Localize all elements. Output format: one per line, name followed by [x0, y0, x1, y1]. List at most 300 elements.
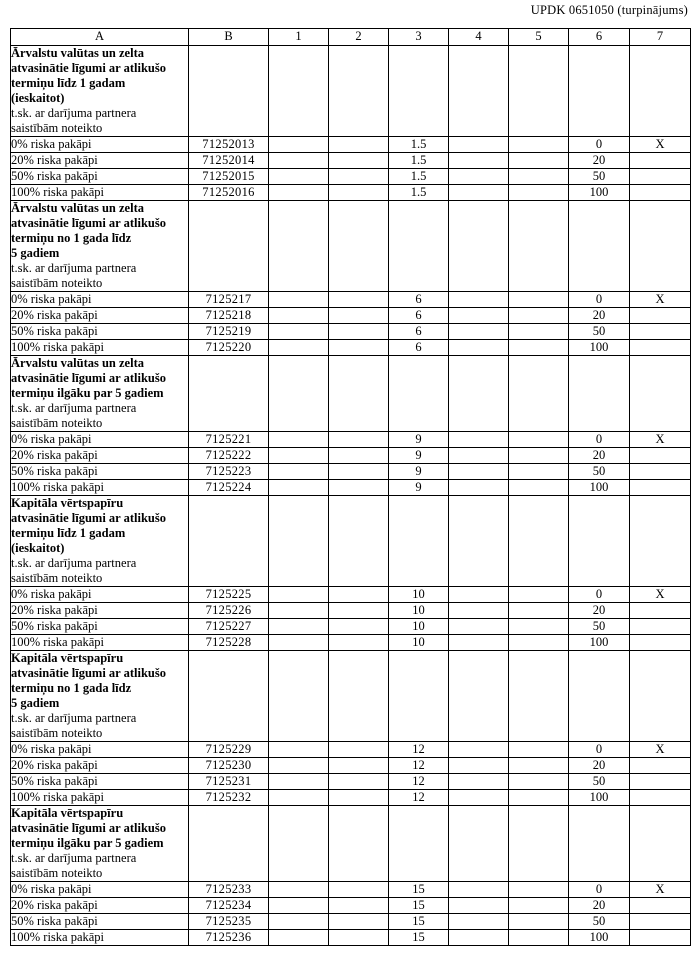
block-description-blank-cell	[449, 806, 509, 882]
value-cell-col3: 6	[389, 340, 449, 356]
block-title-line: 5 gadiem	[11, 696, 60, 710]
value-cell-col5	[509, 153, 569, 169]
value-cell-col2	[329, 464, 389, 480]
value-cell-col3: 15	[389, 914, 449, 930]
position-code: 7125223	[189, 464, 269, 480]
value-cell-col1	[269, 774, 329, 790]
risk-level-label: 50% riska pakāpi	[11, 774, 189, 790]
block-description-blank-cell	[269, 496, 329, 587]
block-description-blank-cell	[189, 201, 269, 292]
value-cell-col6: 20	[569, 153, 630, 169]
risk-level-label: 20% riska pakāpi	[11, 898, 189, 914]
position-code: 7125234	[189, 898, 269, 914]
block-description-blank-cell	[189, 651, 269, 742]
value-cell-col7	[630, 930, 691, 946]
value-cell-col7: X	[630, 292, 691, 308]
value-cell-col3: 6	[389, 308, 449, 324]
table-row	[11, 603, 691, 619]
value-cell-col6: 100	[569, 930, 630, 946]
value-cell-col1	[269, 587, 329, 603]
value-cell-col1	[269, 137, 329, 153]
value-cell-col3: 12	[389, 758, 449, 774]
value-cell-col7	[630, 308, 691, 324]
block-title-line: (ieskaitot)	[11, 541, 65, 555]
value-cell-col7	[630, 914, 691, 930]
value-cell-col6: 0	[569, 432, 630, 448]
value-cell-col5	[509, 185, 569, 201]
block-description	[11, 201, 189, 292]
value-cell-col2	[329, 635, 389, 651]
block-description-blank-cell	[189, 496, 269, 587]
block-description-blank-cell	[449, 651, 509, 742]
value-cell-col6: 100	[569, 480, 630, 496]
block-description-blank-cell	[329, 46, 389, 137]
value-cell-col3: 12	[389, 774, 449, 790]
value-cell-col1	[269, 742, 329, 758]
value-cell-col5	[509, 324, 569, 340]
value-cell-col7	[630, 169, 691, 185]
block-description-blank-cell	[509, 356, 569, 432]
risk-level-label: 50% riska pakāpi	[11, 324, 189, 340]
value-cell-col4	[449, 914, 509, 930]
value-cell-col7	[630, 324, 691, 340]
value-cell-col6: 20	[569, 308, 630, 324]
block-description-blank-cell	[269, 651, 329, 742]
value-cell-col5	[509, 480, 569, 496]
value-cell-col7	[630, 340, 691, 356]
value-cell-col2	[329, 914, 389, 930]
value-cell-col2	[329, 185, 389, 201]
table-row	[11, 432, 691, 448]
value-cell-col6: 20	[569, 603, 630, 619]
block-description-blank-cell	[509, 46, 569, 137]
block-description-row	[11, 201, 691, 292]
block-description-blank-cell	[389, 356, 449, 432]
block-description-blank-cell	[269, 806, 329, 882]
risk-level-label: 0% riska pakāpi	[11, 587, 189, 603]
value-cell-col1	[269, 914, 329, 930]
block-title-line: Ārvalstu valūtas un zelta	[11, 46, 144, 60]
block-title-line: Kapitāla vērtspapīru	[11, 806, 124, 820]
value-cell-col7: X	[630, 432, 691, 448]
block-description-blank-cell	[449, 356, 509, 432]
value-cell-col1	[269, 185, 329, 201]
value-cell-col7: X	[630, 882, 691, 898]
block-subtitle-line: saistībām noteikto	[11, 121, 103, 135]
block-subtitle-line: t.sk. ar darījuma partnera	[11, 401, 137, 415]
column-header-b: B	[189, 29, 269, 46]
block-subtitle-line: saistībām noteikto	[11, 866, 103, 880]
value-cell-col4	[449, 448, 509, 464]
value-cell-col4	[449, 790, 509, 806]
block-description-blank-cell	[269, 201, 329, 292]
table-row	[11, 898, 691, 914]
block-subtitle-line: saistībām noteikto	[11, 571, 103, 585]
value-cell-col7	[630, 464, 691, 480]
value-cell-col7: X	[630, 587, 691, 603]
value-cell-col2	[329, 340, 389, 356]
value-cell-col1	[269, 324, 329, 340]
value-cell-col3: 10	[389, 603, 449, 619]
value-cell-col5	[509, 292, 569, 308]
table-row	[11, 882, 691, 898]
block-subtitle-line: t.sk. ar darījuma partnera	[11, 261, 137, 275]
table-row	[11, 790, 691, 806]
table-body	[11, 46, 691, 946]
value-cell-col5	[509, 587, 569, 603]
table-row	[11, 340, 691, 356]
value-cell-col2	[329, 930, 389, 946]
block-description-blank-cell	[329, 496, 389, 587]
column-header-1: 1	[269, 29, 329, 46]
risk-level-label: 20% riska pakāpi	[11, 308, 189, 324]
value-cell-col2	[329, 308, 389, 324]
value-cell-col3: 1.5	[389, 185, 449, 201]
risk-level-label: 20% riska pakāpi	[11, 448, 189, 464]
block-description-blank-cell	[630, 496, 691, 587]
value-cell-col1	[269, 340, 329, 356]
table-header	[11, 29, 691, 46]
block-description-row	[11, 806, 691, 882]
risk-level-label: 100% riska pakāpi	[11, 480, 189, 496]
position-code: 71252013	[189, 137, 269, 153]
value-cell-col2	[329, 742, 389, 758]
block-description-blank-cell	[569, 496, 630, 587]
value-cell-col6: 50	[569, 619, 630, 635]
value-cell-col7	[630, 635, 691, 651]
block-title-line: atvasinātie līgumi ar atlikušo	[11, 511, 166, 525]
table-row	[11, 480, 691, 496]
column-header-a: A	[11, 29, 189, 46]
column-header-4: 4	[449, 29, 509, 46]
risk-level-label: 0% riska pakāpi	[11, 137, 189, 153]
table-header-row	[11, 29, 691, 46]
block-description	[11, 46, 189, 137]
block-description	[11, 356, 189, 432]
block-description-blank-cell	[569, 46, 630, 137]
block-description-blank-cell	[389, 201, 449, 292]
block-description-blank-cell	[389, 46, 449, 137]
table-row	[11, 914, 691, 930]
position-code: 7125230	[189, 758, 269, 774]
value-cell-col1	[269, 153, 329, 169]
block-subtitle-line: saistībām noteikto	[11, 726, 103, 740]
value-cell-col4	[449, 774, 509, 790]
block-title-line: atvasinātie līgumi ar atlikušo	[11, 371, 166, 385]
value-cell-col2	[329, 587, 389, 603]
value-cell-col7: X	[630, 742, 691, 758]
block-description-row	[11, 651, 691, 742]
risk-level-label: 100% riska pakāpi	[11, 930, 189, 946]
value-cell-col7	[630, 153, 691, 169]
value-cell-col4	[449, 619, 509, 635]
position-code: 7125232	[189, 790, 269, 806]
value-cell-col2	[329, 603, 389, 619]
value-cell-col3: 15	[389, 898, 449, 914]
block-description-blank-cell	[630, 651, 691, 742]
value-cell-col1	[269, 432, 329, 448]
column-header-2: 2	[329, 29, 389, 46]
risk-level-label: 20% riska pakāpi	[11, 758, 189, 774]
value-cell-col7	[630, 898, 691, 914]
block-subtitle-line: saistībām noteikto	[11, 276, 103, 290]
value-cell-col3: 9	[389, 432, 449, 448]
value-cell-col3: 12	[389, 790, 449, 806]
risk-level-label: 20% riska pakāpi	[11, 153, 189, 169]
block-description-blank-cell	[630, 46, 691, 137]
value-cell-col5	[509, 774, 569, 790]
value-cell-col1	[269, 635, 329, 651]
block-title-line: termiņu no 1 gada līdz	[11, 681, 132, 695]
block-description-blank-cell	[189, 46, 269, 137]
block-subtitle-line: t.sk. ar darījuma partnera	[11, 851, 137, 865]
position-code: 7125227	[189, 619, 269, 635]
risk-level-label: 20% riska pakāpi	[11, 603, 189, 619]
value-cell-col4	[449, 882, 509, 898]
block-subtitle-line: t.sk. ar darījuma partnera	[11, 556, 137, 570]
risk-level-label: 100% riska pakāpi	[11, 185, 189, 201]
value-cell-col1	[269, 882, 329, 898]
value-cell-col6: 20	[569, 898, 630, 914]
block-description-blank-cell	[569, 806, 630, 882]
value-cell-col5	[509, 930, 569, 946]
value-cell-col3: 10	[389, 619, 449, 635]
value-cell-col4	[449, 432, 509, 448]
column-header-6: 6	[569, 29, 630, 46]
block-title-line: termiņu ilgāku par 5 gadiem	[11, 386, 164, 400]
value-cell-col6: 100	[569, 340, 630, 356]
value-cell-col5	[509, 137, 569, 153]
value-cell-col2	[329, 790, 389, 806]
position-code: 7125218	[189, 308, 269, 324]
value-cell-col6: 50	[569, 774, 630, 790]
risk-level-label: 50% riska pakāpi	[11, 169, 189, 185]
block-description-blank-cell	[329, 806, 389, 882]
block-description-blank-cell	[269, 356, 329, 432]
value-cell-col6: 100	[569, 185, 630, 201]
value-cell-col5	[509, 898, 569, 914]
value-cell-col5	[509, 882, 569, 898]
block-title-line: 5 gadiem	[11, 246, 60, 260]
value-cell-col6: 50	[569, 464, 630, 480]
value-cell-col3: 1.5	[389, 153, 449, 169]
value-cell-col7	[630, 480, 691, 496]
block-description	[11, 496, 189, 587]
block-description-blank-cell	[630, 356, 691, 432]
value-cell-col7	[630, 790, 691, 806]
risk-level-label: 50% riska pakāpi	[11, 464, 189, 480]
value-cell-col7	[630, 185, 691, 201]
block-description-blank-cell	[329, 201, 389, 292]
block-description-blank-cell	[329, 651, 389, 742]
value-cell-col7	[630, 603, 691, 619]
value-cell-col6: 20	[569, 758, 630, 774]
value-cell-col1	[269, 169, 329, 185]
block-description-blank-cell	[630, 806, 691, 882]
value-cell-col5	[509, 448, 569, 464]
table-row	[11, 464, 691, 480]
value-cell-col5	[509, 914, 569, 930]
value-cell-col1	[269, 464, 329, 480]
value-cell-col4	[449, 137, 509, 153]
position-code: 7125228	[189, 635, 269, 651]
block-description-blank-cell	[509, 806, 569, 882]
value-cell-col3: 9	[389, 448, 449, 464]
value-cell-col6: 0	[569, 742, 630, 758]
block-description-blank-cell	[449, 46, 509, 137]
value-cell-col1	[269, 758, 329, 774]
risk-level-label: 100% riska pakāpi	[11, 340, 189, 356]
block-title-line: termiņu ilgāku par 5 gadiem	[11, 836, 164, 850]
value-cell-col1	[269, 930, 329, 946]
table-row	[11, 324, 691, 340]
block-description	[11, 651, 189, 742]
position-code: 7125222	[189, 448, 269, 464]
value-cell-col4	[449, 603, 509, 619]
table-row	[11, 292, 691, 308]
block-subtitle-line: saistībām noteikto	[11, 416, 103, 430]
block-title-line: Ārvalstu valūtas un zelta	[11, 356, 144, 370]
value-cell-col6: 50	[569, 169, 630, 185]
position-code: 7125219	[189, 324, 269, 340]
value-cell-col1	[269, 603, 329, 619]
block-title-line: atvasinātie līgumi ar atlikušo	[11, 61, 166, 75]
value-cell-col5	[509, 308, 569, 324]
value-cell-col6: 0	[569, 587, 630, 603]
risk-level-label: 0% riska pakāpi	[11, 432, 189, 448]
value-cell-col1	[269, 292, 329, 308]
risk-level-label: 50% riska pakāpi	[11, 914, 189, 930]
table-row	[11, 153, 691, 169]
value-cell-col4	[449, 153, 509, 169]
value-cell-col3: 10	[389, 635, 449, 651]
block-subtitle-line: t.sk. ar darījuma partnera	[11, 711, 137, 725]
value-cell-col5	[509, 790, 569, 806]
block-title-line: Kapitāla vērtspapīru	[11, 651, 124, 665]
value-cell-col3: 15	[389, 882, 449, 898]
value-cell-col2	[329, 432, 389, 448]
block-description-blank-cell	[189, 356, 269, 432]
position-code: 7125226	[189, 603, 269, 619]
block-description-blank-cell	[449, 201, 509, 292]
value-cell-col6: 0	[569, 292, 630, 308]
column-header-5: 5	[509, 29, 569, 46]
position-code: 7125231	[189, 774, 269, 790]
block-title-line: atvasinātie līgumi ar atlikušo	[11, 821, 166, 835]
table-row	[11, 930, 691, 946]
value-cell-col4	[449, 308, 509, 324]
block-description-row	[11, 356, 691, 432]
block-description-blank-cell	[189, 806, 269, 882]
block-description-blank-cell	[569, 356, 630, 432]
value-cell-col4	[449, 480, 509, 496]
value-cell-col4	[449, 587, 509, 603]
value-cell-col4	[449, 169, 509, 185]
value-cell-col5	[509, 464, 569, 480]
position-code: 7125229	[189, 742, 269, 758]
block-description-blank-cell	[269, 46, 329, 137]
value-cell-col7	[630, 619, 691, 635]
value-cell-col6: 50	[569, 914, 630, 930]
value-cell-col2	[329, 292, 389, 308]
value-cell-col4	[449, 340, 509, 356]
risk-level-label: 100% riska pakāpi	[11, 790, 189, 806]
value-cell-col7	[630, 448, 691, 464]
position-code: 7125235	[189, 914, 269, 930]
value-cell-col6: 100	[569, 790, 630, 806]
block-description-row	[11, 496, 691, 587]
block-description-blank-cell	[630, 201, 691, 292]
position-code: 7125217	[189, 292, 269, 308]
table-row	[11, 774, 691, 790]
table-row	[11, 758, 691, 774]
value-cell-col6: 0	[569, 137, 630, 153]
value-cell-col4	[449, 185, 509, 201]
block-title-line: termiņu no 1 gada līdz	[11, 231, 132, 245]
table-row	[11, 185, 691, 201]
column-header-3: 3	[389, 29, 449, 46]
value-cell-col1	[269, 480, 329, 496]
block-title-line: termiņu līdz 1 gadam	[11, 76, 126, 90]
position-code: 7125225	[189, 587, 269, 603]
value-cell-col3: 12	[389, 742, 449, 758]
value-cell-col3: 6	[389, 324, 449, 340]
value-cell-col2	[329, 758, 389, 774]
table-row	[11, 587, 691, 603]
block-description-blank-cell	[509, 651, 569, 742]
value-cell-col5	[509, 619, 569, 635]
value-cell-col3: 9	[389, 464, 449, 480]
column-header-7: 7	[630, 29, 691, 46]
value-cell-col4	[449, 464, 509, 480]
value-cell-col3: 15	[389, 930, 449, 946]
value-cell-col4	[449, 742, 509, 758]
value-cell-col2	[329, 324, 389, 340]
value-cell-col7	[630, 774, 691, 790]
value-cell-col4	[449, 758, 509, 774]
value-cell-col4	[449, 930, 509, 946]
table-row	[11, 308, 691, 324]
risk-level-label: 50% riska pakāpi	[11, 619, 189, 635]
block-description-blank-cell	[509, 496, 569, 587]
block-description-blank-cell	[389, 496, 449, 587]
value-cell-col3: 1.5	[389, 169, 449, 185]
block-description-blank-cell	[569, 651, 630, 742]
block-subtitle-line: t.sk. ar darījuma partnera	[11, 106, 137, 120]
block-description	[11, 806, 189, 882]
table-row	[11, 619, 691, 635]
block-title-line: termiņu līdz 1 gadam	[11, 526, 126, 540]
value-cell-col2	[329, 448, 389, 464]
position-code: 7125220	[189, 340, 269, 356]
value-cell-col5	[509, 758, 569, 774]
block-title-line: atvasinātie līgumi ar atlikušo	[11, 216, 166, 230]
value-cell-col5	[509, 635, 569, 651]
block-description-blank-cell	[329, 356, 389, 432]
block-description-blank-cell	[389, 651, 449, 742]
value-cell-col1	[269, 619, 329, 635]
value-cell-col2	[329, 898, 389, 914]
position-code: 71252015	[189, 169, 269, 185]
value-cell-col6: 50	[569, 324, 630, 340]
value-cell-col5	[509, 432, 569, 448]
value-cell-col6: 0	[569, 882, 630, 898]
risk-level-label: 0% riska pakāpi	[11, 742, 189, 758]
value-cell-col1	[269, 898, 329, 914]
block-title-line: Kapitāla vērtspapīru	[11, 496, 124, 510]
position-code: 71252016	[189, 185, 269, 201]
value-cell-col6: 20	[569, 448, 630, 464]
